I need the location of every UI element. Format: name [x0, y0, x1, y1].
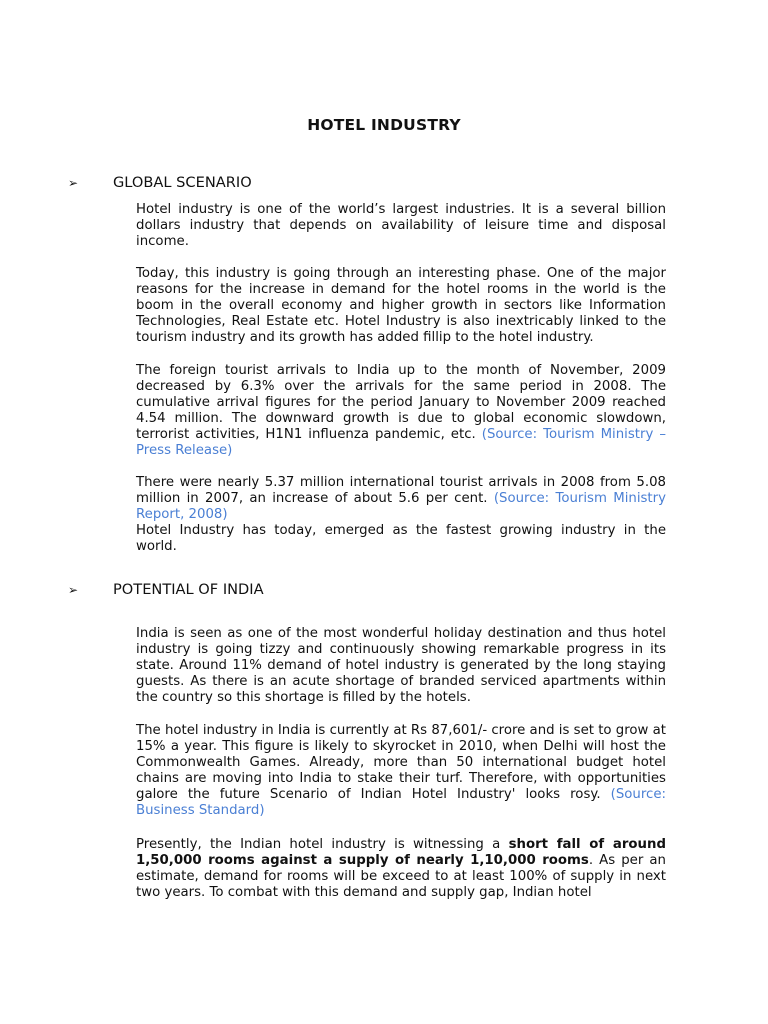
paragraph-text: Hotel industry is one of the world’s largest industries. It is a several billion dollars industry that depends on availability of leisure time and disposal income. — [136, 202, 666, 250]
source-citation: (Source: Tourism Ministry Report, 2008) — [136, 491, 666, 523]
paragraph-text-continued: Hotel Industry has today, emerged as the fastest growing industry in the world. — [136, 523, 666, 555]
source-citation: (Source: Tourism Ministry – Press Release) — [136, 427, 666, 459]
paragraph-text: There were nearly 5.37 million international tourist arrivals in 2008 from 5.08 million in 2007, an increase of about 5.6 per cent. — [136, 475, 666, 507]
paragraph-text: The hotel industry in India is currently at Rs 87,601/- crore and is set to grow at 15% a year. This figure is likely to skyrocket in 2010, when Delhi will host the Commonwealth Games. Already, more than 50 international budget hotel chains are moving into India to stake their turf. Therefore, with opportunities galore the future Scenario of Indian Hotel Industry' looks rosy. — [136, 723, 666, 803]
paragraph-global-3 — [136, 363, 666, 460]
paragraph-text: India is seen as one of the most wonderful holiday destination and thus hotel industry is going tizzy and continuously showing remarkable progress in its state. Around 11% demand of hotel industry is generated by the long staying guests. As there is an acute shortage of branded serviced apartments within the country so this shortage is filled by the hotels. — [136, 626, 666, 706]
document-title: HOTEL INDUSTRY — [307, 116, 461, 134]
paragraph-india-1 — [136, 626, 666, 706]
paragraph-text: Presently, the Indian hotel industry is witnessing a — [136, 837, 501, 852]
paragraph-india-3 — [136, 837, 666, 901]
arrow-bullet-icon: ➢ — [68, 583, 79, 597]
paragraph-text: The foreign tourist arrivals to India up to the month of November, 2009 decreased by 6.3% over the arrivals for the same period in 2008. The cumulative arrival figures for the period January to November 2009 reached 4.54 million. The downward growth is due to global economic slowdown, terrorist activities, H1N1 influenza pandemic, etc. — [136, 363, 666, 443]
paragraph-text: Today, this industry is going through an interesting phase. One of the major reasons for the increase in demand for the hotel rooms in the world is the boom in the overall economy and higher growth in sectors like Information Technologies, Real Estate etc. Hotel Industry is also inextricably linked to the tourism industry and its growth has added fillip to the hotel industry. — [136, 266, 666, 346]
section-heading-label: GLOBAL SCENARIO — [113, 174, 252, 191]
paragraph-india-2 — [136, 723, 666, 820]
paragraph-global-2 — [136, 266, 666, 346]
paragraph-global-4 — [136, 475, 666, 555]
arrow-bullet-icon: ➢ — [68, 176, 79, 190]
section-heading-label: POTENTIAL OF INDIA — [113, 581, 264, 598]
paragraph-global-1 — [136, 202, 666, 250]
paragraph-text-continued: . As per an estimate, demand for rooms will be exceed to at least 100% of supply in next two years. To combat with this demand and supply gap, Indian hotel — [136, 853, 666, 901]
source-citation: (Source: Business Standard) — [136, 787, 666, 819]
bold-highlight-text: short fall of around 1,50,000 rooms against a supply of nearly 1,10,000 rooms — [136, 837, 666, 869]
